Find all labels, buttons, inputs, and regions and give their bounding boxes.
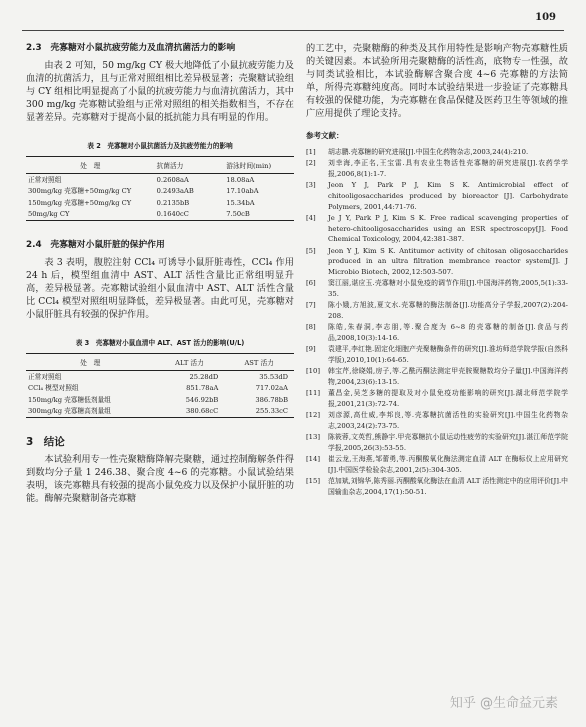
reference-item [306, 278, 568, 299]
table-cell: 0.2493aAB [156, 187, 194, 195]
reference-text: Jeon Y J, Kim S K. Antitumor activity of chitosan oligosaccharides produced in an ultra filtration membrance reactor system[J]. J Microbio Biotech, 2002,12:503-507. [328, 246, 568, 276]
reference-text: 董昌金,吴芝多糖的提取及对小鼠免疫功能影响的研究[J].湖北师范学院学报,2001,21(3):72-74. [328, 389, 568, 408]
table-cell: 0.1640cC [156, 210, 189, 218]
table-row [26, 383, 294, 395]
reference-item [306, 366, 568, 387]
reference-text: 袁建平,李红艳.固定化细胞产壳聚糖酶条件的研究[J].淮坊师范学院学报(自然科学版),2010,10(1):64-65. [328, 345, 568, 364]
reference-item [306, 322, 568, 343]
table-cell: 7.50cB [226, 210, 250, 218]
reference-item [306, 388, 568, 409]
references-heading: 参考文献： [306, 131, 344, 140]
table-cell: 380.68cC [186, 407, 219, 415]
table-cell: CCl₄ 模型对照组 [28, 384, 79, 392]
reference-number: [5] [306, 246, 316, 255]
table3-header-alt: ALT 活力 [175, 359, 204, 367]
reference-text: 刘彦源,高仕威,李邦良,等.壳寡糖抗菌活性的实验研究[J].中国生化药物杂志,2003,24(2):73-75. [328, 411, 568, 430]
table2-header-row [26, 157, 294, 174]
table2-caption: 表 2 壳寡糖对小鼠抗菌活力及抗疲劳能力的影响 [87, 142, 233, 150]
reference-number: [15] [306, 476, 321, 485]
reference-number: [3] [306, 181, 316, 190]
table-row [26, 186, 294, 198]
table-cell: 150mg/kg 壳寡糖+50mg/kg CY [28, 198, 132, 207]
reference-item [306, 454, 568, 475]
reference-number: [2] [306, 159, 316, 168]
reference-item [306, 147, 568, 158]
table-cell: 18.08aA [226, 175, 255, 184]
reference-text: 陈筱蓉,文英哲,熊静宇.甲壳寡糖抗小鼠运动性疲劳的实验研究[J].湛江师范学院学报,2005,26(3):53-55. [328, 433, 568, 452]
table-cell: 50mg/kg CY [28, 210, 70, 218]
reference-number: [7] [306, 301, 316, 310]
table-cell: 15.34bA [226, 198, 255, 207]
reference-text: Jeon Y J, Park P J, Kim S K. Antimicrobial effect of chitooligosaccharides produced by bioreactor [J]. Carbohydrate Polymers, 2001,44:71-76. [328, 181, 568, 211]
section-2-3-paragraph: 由表 2 可知，50 mg/kg CY 极大地降低了小鼠抗疲劳能力及血清的抗菌活力，且与正常对照组相比差异极显著；壳聚糖试验组与 CY 组相比明显提高了小鼠的抗疲劳能力与血清抗菌活力，其中 300 mg/kg 壳寡糖试验组与正常对照组的相关指数相当，不存在显著差异。壳寡糖对于提高小鼠的抵抗能力具有明显的作用。 [26, 60, 294, 123]
reference-item [306, 158, 568, 179]
table3 [26, 353, 294, 418]
section-3-heading: 3 结论 [26, 436, 65, 448]
table-cell: 35.53dD [259, 372, 288, 381]
reference-item [306, 344, 568, 365]
header-rule [22, 30, 564, 31]
left-column [26, 42, 294, 505]
reference-item [306, 432, 568, 453]
right-column [306, 42, 568, 498]
table-cell: 150mg/kg 壳寡糖低剂量组 [28, 395, 111, 404]
table-cell: 300mg/kg 壳寡糖高剂量组 [28, 407, 111, 415]
table3-header-ast: AST 活力 [244, 359, 274, 367]
reference-number: [14] [306, 454, 321, 463]
table3-header-treatment: 处 理 [80, 359, 101, 367]
table-row [26, 394, 294, 406]
table-cell: 717.02aA [255, 384, 288, 392]
reference-list [306, 147, 568, 497]
reference-text: 胡志鹏.壳寡糖的研究进展[J].中国生化药物杂志,2003,24(4):210. [328, 148, 529, 156]
table2-header-treatment: 处 理 [80, 162, 101, 170]
reference-number: [13] [306, 433, 321, 441]
table-row [26, 197, 294, 209]
reference-number: [9] [306, 345, 316, 354]
reference-text: 陈皓,朱春洞,李志朋,等.聚合度为 6~8 的壳寡糖的制备[J].食品与药品,2008,10(3):14-16. [328, 323, 568, 342]
reference-item [306, 213, 568, 245]
table-cell: 正常对照组 [28, 175, 62, 184]
table2-header-swim-time: 游泳时间(min) [226, 162, 272, 170]
table2 [26, 156, 294, 221]
table-cell: 386.78bB [255, 395, 288, 404]
reference-item [306, 246, 568, 278]
reference-item [306, 476, 568, 497]
table-cell: 255.33cC [255, 407, 288, 415]
reference-number: [6] [306, 279, 316, 288]
section-3-paragraph: 本试验利用专一性壳聚糖酶降解壳聚糖，通过控制酶解条件得到数均分子量 1 246.38、聚合度 4~6 的壳寡糖。小鼠试验结果表明，该壳寡糖具有较强的提高小鼠免疫力以及保护小鼠肝脏的功能。酶解壳聚糖制备壳寡糖 [26, 454, 294, 504]
table-row [26, 406, 294, 418]
reference-number: [12] [306, 411, 321, 420]
reference-item [306, 180, 568, 212]
right-paragraph: 的工艺中，壳聚糖酶的种类及其作用特性是影响产物壳寡糖性质的关键因素。本试验所用壳聚糖酶的活性高，底物专一性强，故与同类试验相比，本试验酶解含聚合度 4~6 壳寡糖的方法简单，所得壳寡糖纯度高。同时本试验结果进一步验证了壳寡糖具有较强的保健功能，为壳寡糖在食品保健及医药卫生等领域的推广应用提供了理论支持。 [306, 43, 568, 119]
table-cell: 851.78aA [186, 384, 219, 392]
table3-caption: 表 3 壳寡糖对小鼠血清中 ALT、AST 活力的影响(U/L) [75, 339, 245, 347]
table-row [26, 209, 294, 221]
table-cell: 0.2135bB [156, 198, 190, 207]
table-cell: 300mg/kg 壳寡糖+50mg/kg CY [28, 187, 132, 195]
reference-text: 陈小娥,方旭波,夏文水.壳寡糖的酶法制备[J].功能高分子学报,2007(2):204-208. [328, 301, 568, 320]
table-cell: 17.10abA [226, 187, 259, 195]
section-2-4-paragraph: 表 3 表明，腹腔注射 CCl₄ 可诱导小鼠肝脏毒性，CCl₄ 作用 24 h 后，模型组血清中 AST、ALT 活性含量比正常组明显升高，差异极显著。壳寡糖试验组小鼠血清中 AST、ALT 活性含量比 CCl₄ 模型对照组明显降低，差异极显著。由此可见，壳寡糖对小鼠肝脏具有较强的保护作用。 [26, 257, 294, 320]
table3-header-row [26, 354, 294, 371]
reference-text: 韩宝芹,徐晓娟,房子,等.乙酰丙酮法测定甲壳胺聚糖数均分子量[J].中国海洋药物,2004,23(6):13-15. [328, 367, 568, 386]
reference-text: 窦江丽,谌应玉.壳寡糖对小鼠免疫的调节作用[J].中国海洋药物,2005,5(1):33-35. [328, 279, 568, 298]
table-cell: 正常对照组 [28, 372, 62, 381]
reference-text: Je J Y, Park P J, Kim S K. Free radical scavenging properties of hetero-chitooligosaccharides using an ESR spectroscopy[J]. Food Chemical Toxicology, 2004,42:381-387. [328, 213, 568, 244]
table-row [26, 371, 294, 383]
watermark: 知乎 @生命益元素 [449, 696, 558, 711]
reference-text: 范加斌,刘锦华,陈秀丽.丙酮酸氧化酶法在血清 ALT 活性测定中的应用评价[J].中国输血杂志,2004,17(1):50-51. [328, 476, 568, 496]
reference-number: [10] [306, 367, 321, 376]
reference-text: 刘幸海,李正名,王宝雷.具有农业生物活性壳寡糖的研究进展[J].农药学学报,2006,8(1):1-7. [328, 159, 568, 178]
reference-number: [8] [306, 323, 316, 332]
section-2-3-heading: 2.3 壳寡糖对小鼠抗疲劳能力及血清抗菌活力的影响 [26, 43, 236, 53]
table2-header-antibacterial: 抗菌活力 [156, 162, 184, 170]
reference-item [306, 300, 568, 321]
reference-item [306, 410, 568, 431]
reference-number: [11] [306, 389, 321, 398]
reference-text: 崔云龙,王海燕,邹蕾勇,等.丙酮酸氧化酶法测定血清 ALT 在酶标仪上应用研究[J].中国医学检验杂志,2001,2(5):304-305. [328, 454, 568, 474]
table-cell: 25.28dD [189, 372, 219, 381]
table-row [26, 174, 294, 186]
table-cell: 0.2608aA [156, 175, 189, 184]
section-2-4-heading: 2.4 壳寡糖对小鼠肝脏的保护作用 [26, 240, 165, 250]
table-cell: 546.92bB [185, 395, 219, 404]
reference-number: [4] [306, 213, 316, 222]
page-number: 109 [535, 12, 556, 23]
reference-number: [1] [306, 148, 316, 156]
